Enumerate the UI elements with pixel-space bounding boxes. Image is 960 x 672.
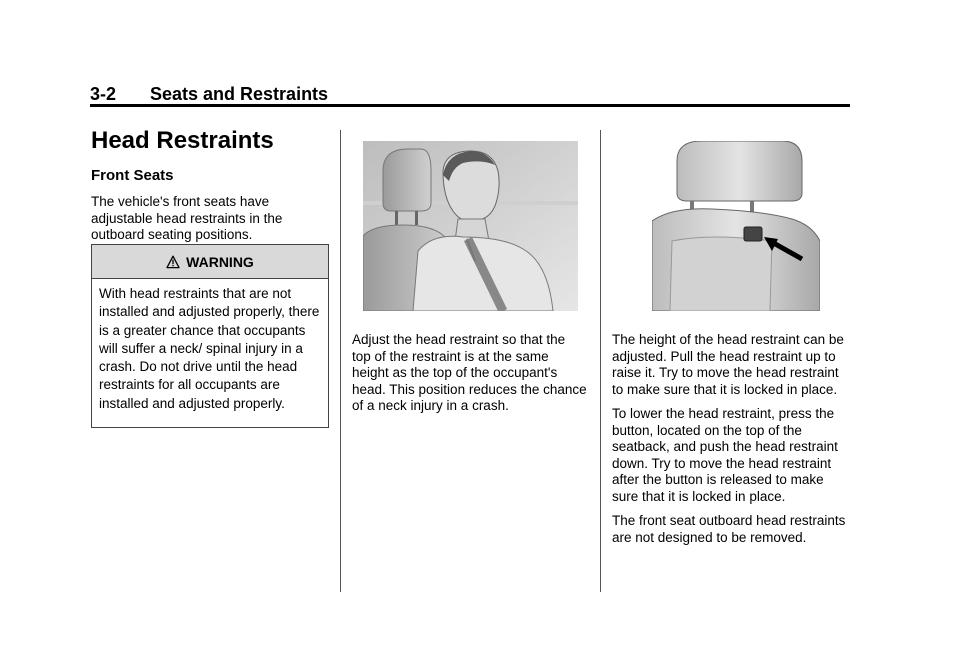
head-restraint-button-image — [652, 141, 820, 311]
section-title: Seats and Restraints — [150, 84, 329, 104]
warning-text: With head restraints that are not installed and adjusted properly, there is a greater chance that occupants will suffer a neck/ spinal injury in a crash. Do not drive until the head restraints for all occupants are installed and adjusted properly. — [99, 286, 320, 411]
lower-paragraph: To lower the head restraint, press the button, located on the top of the seatback, and push the head restraint down. Try to move the head restraint after the button is released to make sure that it is locked in place. — [612, 406, 838, 504]
intro-paragraph: The vehicle's front seats have adjustable head restraints in the outboard seating positions. — [91, 194, 283, 242]
warning-triangle-icon — [166, 255, 180, 269]
warning-box — [91, 244, 329, 428]
page-header — [90, 84, 850, 106]
column-divider — [340, 130, 341, 592]
removal-paragraph: The front seat outboard head restraints are not designed to be removed. — [612, 513, 846, 545]
column-divider — [600, 130, 601, 592]
column-1 — [91, 126, 331, 244]
header-rule — [90, 104, 850, 107]
warning-header — [92, 245, 328, 279]
height-paragraph: The height of the head restraint can be adjusted. Pull the head restraint up to raise it. Try to move the head restraint to make sure that it is locked in place. — [612, 332, 844, 397]
column-3 — [612, 332, 852, 546]
subheading: Front Seats — [91, 167, 174, 184]
column-2 — [352, 332, 587, 415]
adjust-paragraph: Adjust the head restraint so that the top of the restraint is at the same height as the top of the occupant's head. This position reduces the chance of a neck injury in a crash. — [352, 332, 587, 413]
page-title: Head Restraints — [91, 127, 274, 154]
driver-head-restraint-image — [363, 141, 578, 311]
warning-label: WARNING — [186, 253, 254, 270]
page-number: 3-2 — [90, 84, 117, 104]
